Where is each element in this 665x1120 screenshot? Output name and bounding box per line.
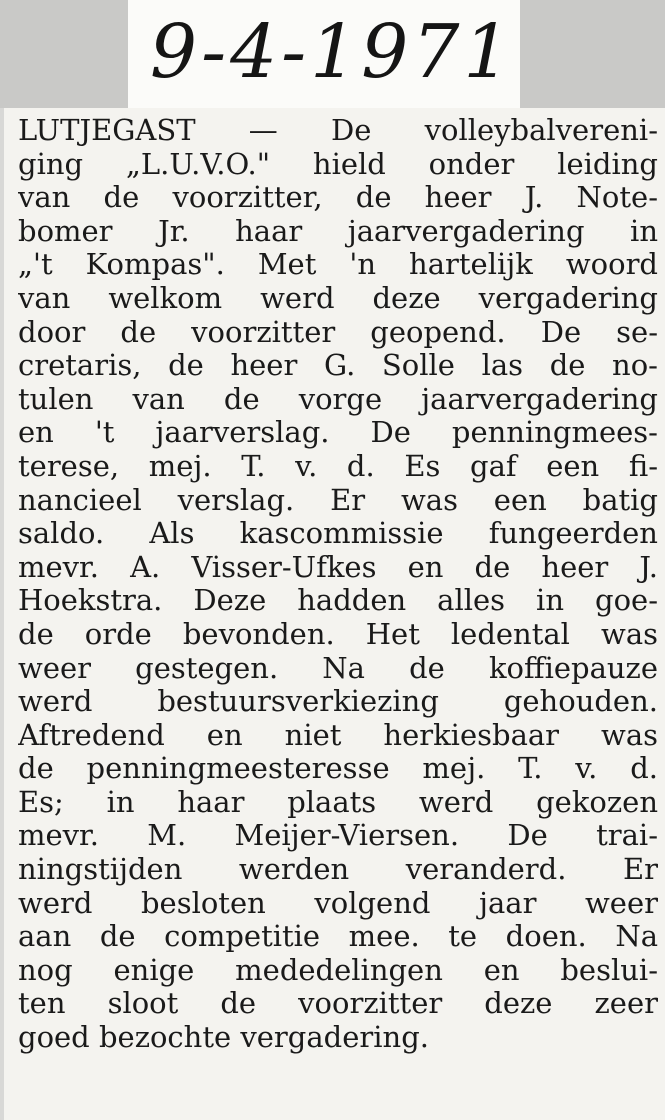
article-line: cretaris, de heer G. Solle las de no- xyxy=(18,349,658,383)
background-left xyxy=(0,0,128,108)
article-line: door de voorzitter geopend. De se- xyxy=(18,315,658,349)
article-line: nancieel verslag. Er was een batig xyxy=(18,483,658,517)
article-line: LUTJEGAST — De volleybalvereni- xyxy=(18,114,658,147)
article-line: Es; in haar plaats werd gekozen xyxy=(18,785,658,819)
article-line: werd bestuursverkiezing gehouden. xyxy=(18,685,658,719)
article-line: ten sloot de voorzitter deze zeer xyxy=(18,987,658,1021)
article-line: werd besloten volgend jaar weer xyxy=(18,886,658,920)
article-line: Aftredend en niet herkiesbaar was xyxy=(18,718,658,752)
article-line: ningstijden werden veranderd. Er xyxy=(18,853,658,887)
article-line: de penningmeesteresse mej. T. v. d. xyxy=(18,752,658,786)
article-line: bomer Jr. haar jaarvergadering in xyxy=(18,214,658,248)
article-line: tulen van de vorge jaarvergadering xyxy=(18,382,658,416)
article-line: „'t Kompas". Met 'n hartelijk woord xyxy=(18,248,658,282)
article-line: aan de competitie mee. te doen. Na xyxy=(18,920,658,954)
article-line: goed bezochte vergadering. xyxy=(18,1021,429,1055)
article-line: nog enige mededelingen en beslui- xyxy=(18,953,658,987)
article-line: mevr. A. Visser-Ufkes en de heer J. xyxy=(18,550,658,584)
article-body xyxy=(18,114,658,1055)
article-line: saldo. Als kascommissie fungeerden xyxy=(18,517,658,551)
article-line: de orde bevonden. Het ledental was xyxy=(18,617,658,651)
article-line: en 't jaarverslag. De penningmees- xyxy=(18,416,658,450)
article-line: Hoekstra. Deze hadden alles in goe- xyxy=(18,584,658,618)
handwritten-date: 9-4-1971 xyxy=(150,9,515,95)
article-line: van welkom werd deze vergadering xyxy=(18,281,658,315)
article-line: terese, mej. T. v. d. Es gaf een fi- xyxy=(18,449,658,483)
background-right xyxy=(520,0,665,108)
article-line: weer gestegen. Na de koffiepauze xyxy=(18,651,658,685)
article-line: mevr. M. Meijer-Viersen. De trai- xyxy=(18,819,658,853)
clipping-edge xyxy=(0,108,4,1120)
article-line: van de voorzitter, de heer J. Note- xyxy=(18,181,658,215)
article-line: ging „L.U.V.O." hield onder leiding xyxy=(18,147,658,181)
